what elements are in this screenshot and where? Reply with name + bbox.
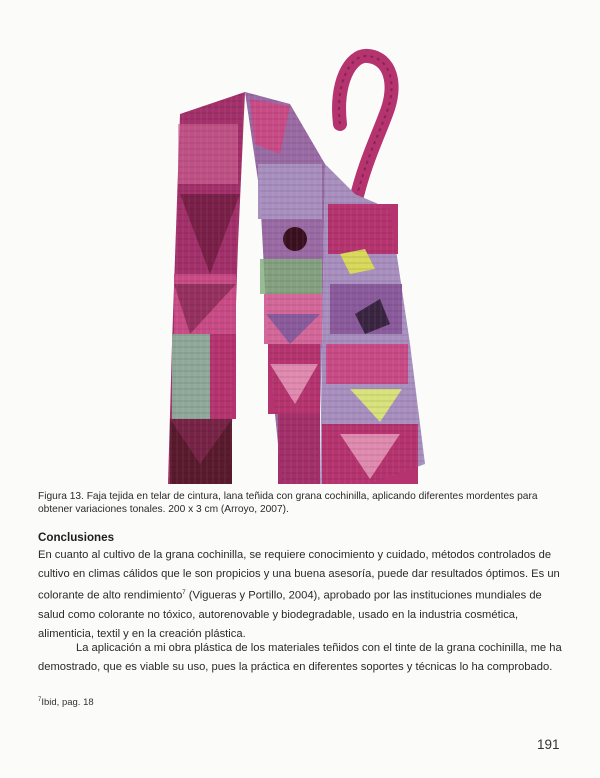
sash-loop xyxy=(339,56,392,204)
sash-left-strip xyxy=(168,92,245,484)
figure-caption: Figura 13. Faja tejida en telar de cintura, lana teñida con grana cochinilla, aplicando diferentes mordentes para obtener variaciones tonales. 200 x 3 cm (Arroyo, 2007). xyxy=(38,491,538,515)
sash-middle-strip xyxy=(245,92,325,484)
footnote-number: 7 xyxy=(38,697,42,703)
footnote xyxy=(38,697,94,708)
paragraph-1-text-b: (Vigueras y Portillo, 2004), aprobado por las instituciones mundiales de salud como colorante no tóxico, autorenovable y biodegradable, usado en la industria cosmética, alimenticia, textil y en la creación plástica. xyxy=(38,589,542,640)
footnote-reference: 7 xyxy=(182,590,186,596)
woven-sash-photo xyxy=(150,44,450,484)
paragraph-1-text-a: En cuanto al cultivo de la grana cochinilla, se requiere conocimiento y cuidado, métodos controlados de cultivo en climas cálidos que le son propicios y una buena asesoría, puede dar resultados óptimos. Es un colorante de alto rendimiento xyxy=(38,549,560,602)
page-number: 191 xyxy=(537,737,560,752)
paragraph-2: La aplicación a mi obra plástica de los materiales teñidos con el tinte de la grana cochinilla, me ha demostrado, que es viable su uso, pues la práctica en diferentes soportes y técnicas lo ha comprobado. xyxy=(38,642,562,673)
paragraph-1 xyxy=(38,546,568,644)
section-heading: Conclusiones xyxy=(38,531,115,544)
sash-right-strip xyxy=(320,164,425,484)
footnote-text: Ibid, pag. 18 xyxy=(41,697,94,709)
